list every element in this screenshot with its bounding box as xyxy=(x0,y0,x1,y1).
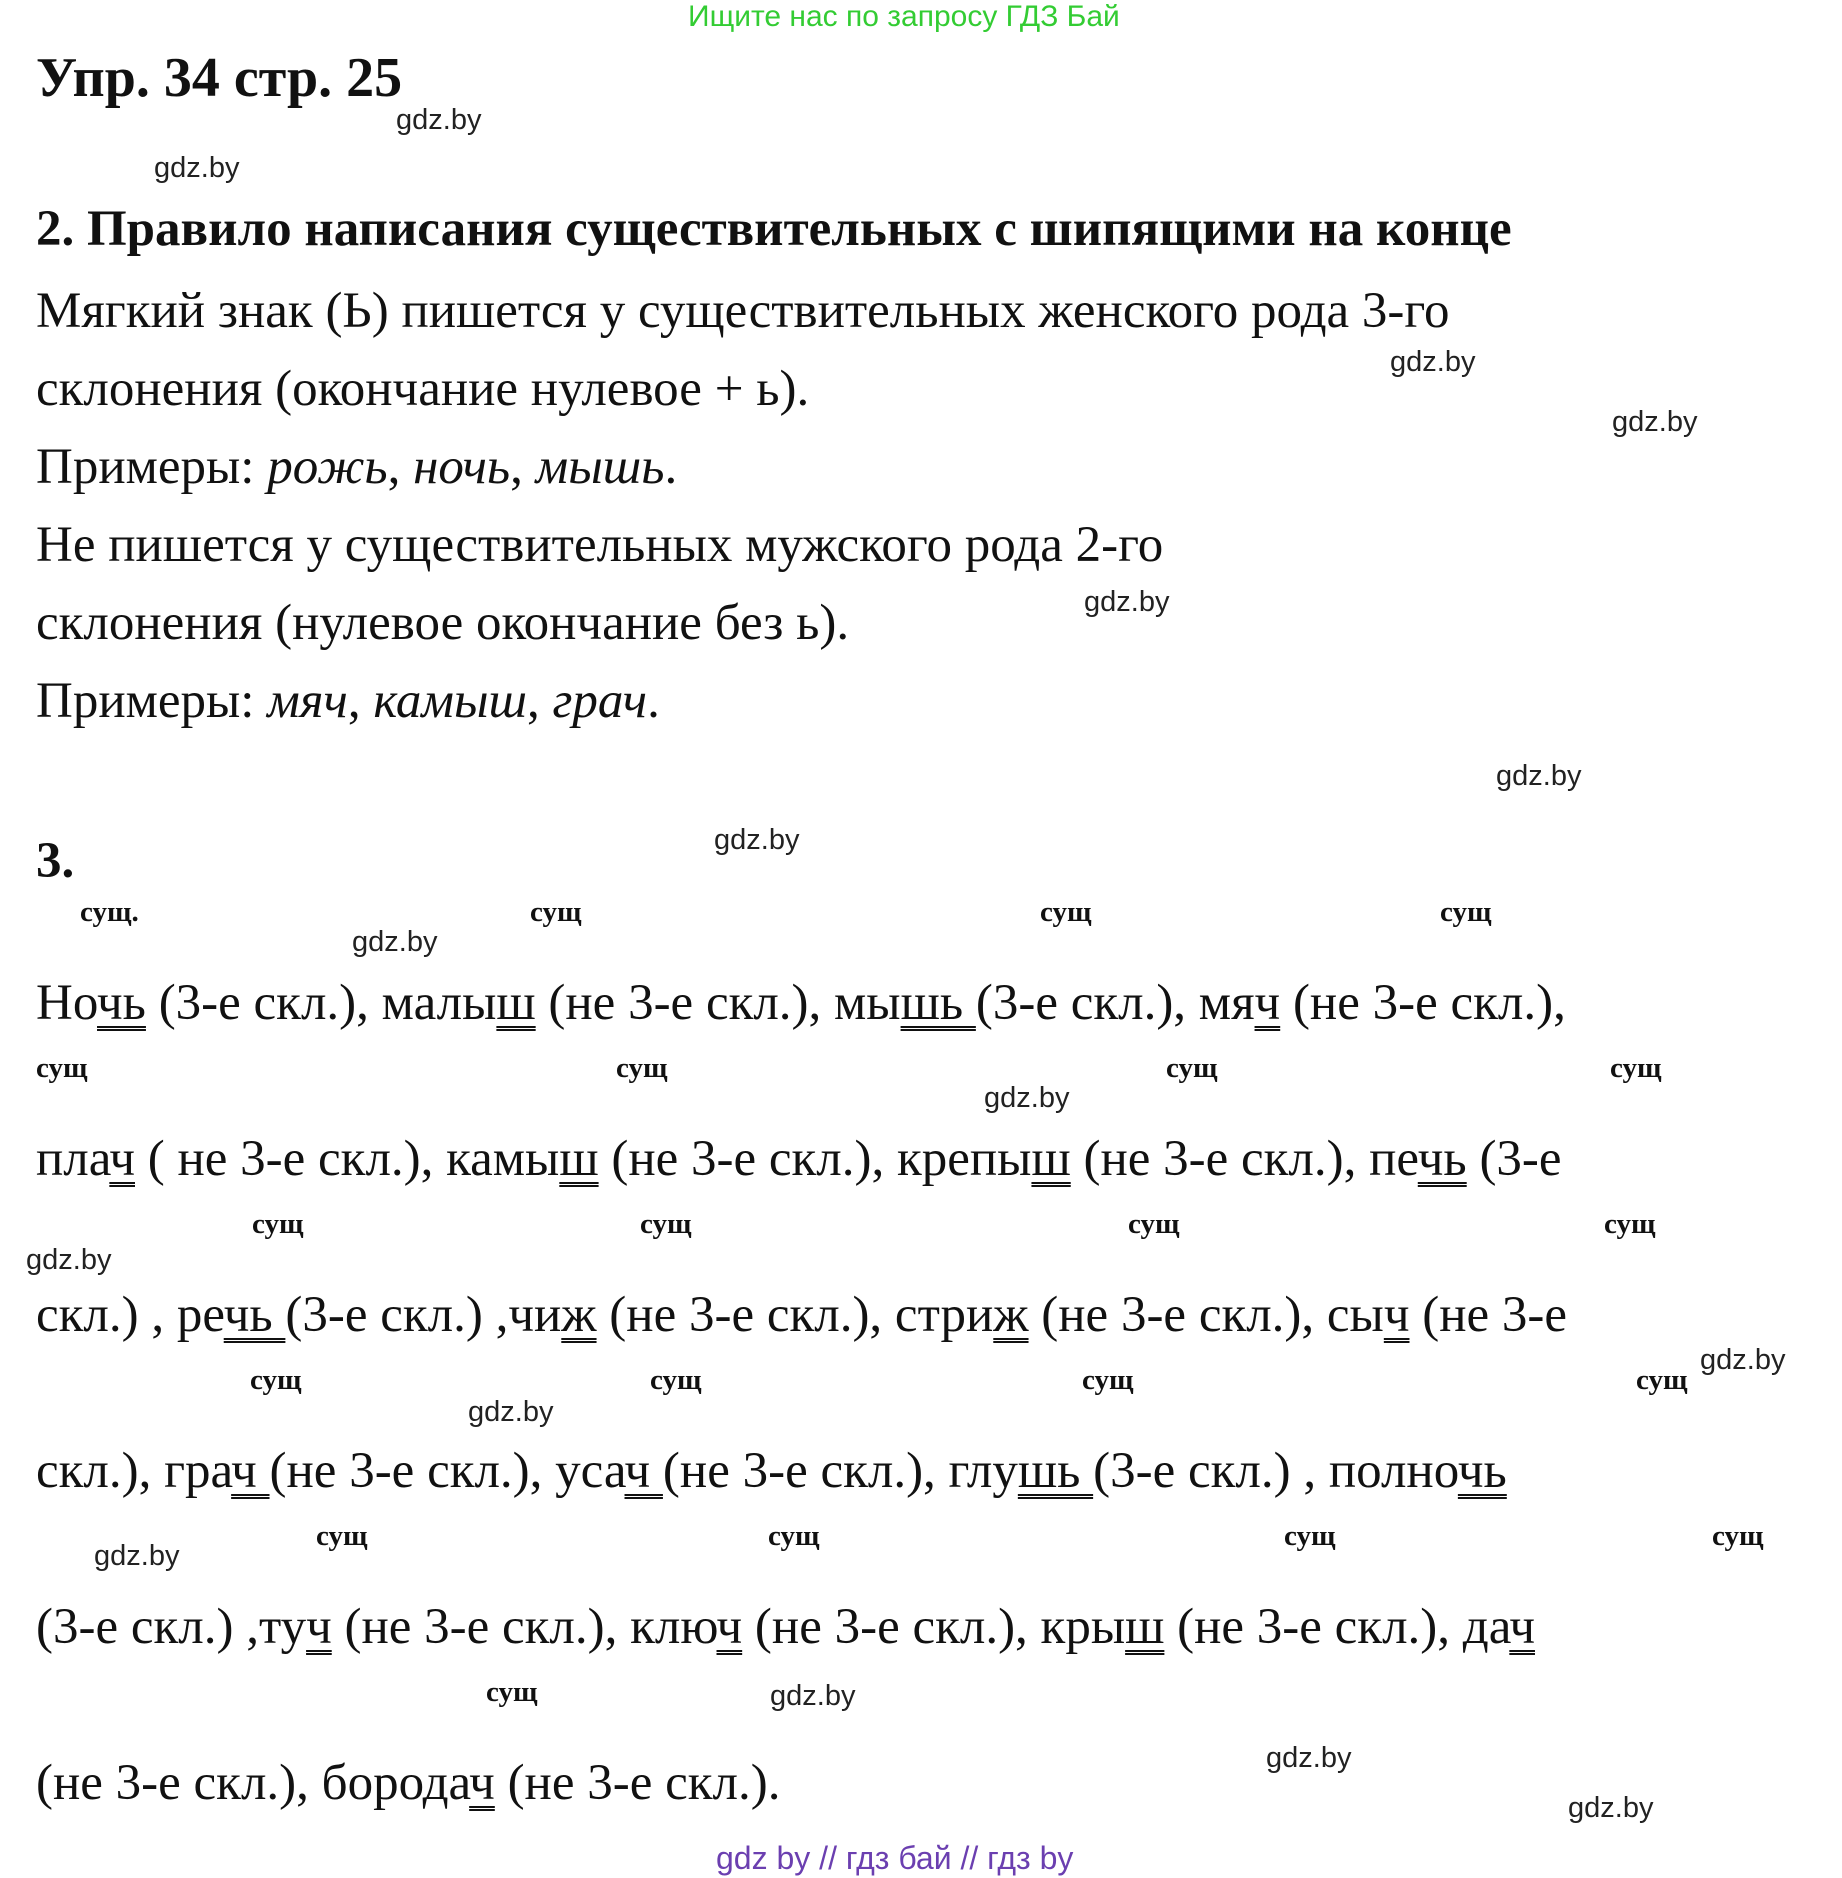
watermark: gdz.by xyxy=(1084,586,1170,618)
exercise-text: Но xyxy=(36,975,98,1031)
exercise-line xyxy=(36,1286,1567,1344)
pos-tag: сущ xyxy=(1082,1364,1134,1396)
top-banner: Ищите нас по запросу ГДЗ Бай xyxy=(688,0,1120,33)
pos-tag: сущ xyxy=(1284,1520,1336,1552)
exercise-text: (не 3-е скл.), кры xyxy=(742,1599,1126,1655)
exercise-text: (не 3-е скл.), xyxy=(1280,975,1566,1031)
section-3-number: 3. xyxy=(36,833,75,889)
watermark: gdz.by xyxy=(468,1396,554,1428)
watermark: gdz.by xyxy=(770,1680,856,1712)
watermark: gdz.by xyxy=(154,152,240,184)
exercise-text: (не 3-е скл.), крепы xyxy=(598,1131,1032,1187)
pos-tag: сущ xyxy=(1440,896,1492,928)
exercise-text: (3-е скл.) ,ту xyxy=(36,1599,307,1655)
examples-line-1: Примеры: рожь, ночь, мышь. xyxy=(36,439,678,495)
example-word: грач xyxy=(552,673,648,729)
example-word: камыш xyxy=(373,673,527,729)
exercise-text: (не 3-е скл.), уса xyxy=(269,1443,625,1499)
section-2-heading: 2. Правило написания существительных с шипящими на конце xyxy=(36,201,1512,257)
rule-line-3: Не пишется у существительных мужского рода 2-го xyxy=(36,517,1164,573)
rule-line-2: склонения (окончание нулевое + ь). xyxy=(36,361,810,417)
page-title: Упр. 34 стр. 25 xyxy=(36,47,403,109)
pos-tag: сущ xyxy=(252,1208,304,1240)
pos-tag: сущ xyxy=(650,1364,702,1396)
underlined-ending: ж xyxy=(561,1287,597,1343)
exercise-text: (не 3-е скл.), пе xyxy=(1070,1131,1418,1187)
underlined-ending: ч xyxy=(1509,1599,1535,1655)
watermark: gdz.by xyxy=(714,824,800,856)
watermark: gdz.by xyxy=(1700,1344,1786,1376)
example-word: рожь xyxy=(267,439,388,495)
pos-tag: сущ xyxy=(640,1208,692,1240)
pos-tag: сущ xyxy=(36,1052,88,1084)
exercise-text: (не 3-е скл.), стри xyxy=(596,1287,994,1343)
example-word: ночь xyxy=(413,439,511,495)
exercise-text: (3-е скл.) ,чи xyxy=(285,1287,562,1343)
rule-line-4: склонения (нулевое окончание без ь). xyxy=(36,595,850,651)
exercise-line xyxy=(36,1130,1562,1188)
exercise-text: пла xyxy=(36,1131,110,1187)
examples-label: Примеры: xyxy=(36,673,268,729)
exercise-text: (не 3-е скл.). xyxy=(494,1755,781,1811)
watermark: gdz.by xyxy=(352,926,438,958)
watermark: gdz.by xyxy=(984,1082,1070,1114)
underlined-ending: шь xyxy=(1017,1443,1094,1499)
pos-tag: сущ xyxy=(250,1364,302,1396)
pos-tag: сущ xyxy=(1636,1364,1688,1396)
pos-tag: сущ xyxy=(486,1676,538,1708)
exercise-text: (3-е скл.) , полно xyxy=(1093,1443,1458,1499)
examples-label: Примеры: xyxy=(36,439,268,495)
underlined-ending: ш xyxy=(1031,1131,1071,1187)
pos-tag: сущ xyxy=(1128,1208,1180,1240)
underlined-ending: ч xyxy=(109,1131,135,1187)
underlined-ending: ч xyxy=(624,1443,663,1499)
underlined-ending: ч xyxy=(469,1755,495,1811)
underlined-ending: ч xyxy=(716,1599,743,1655)
underlined-ending: ш xyxy=(559,1131,599,1187)
watermark: gdz.by xyxy=(396,104,482,136)
exercise-line xyxy=(36,1442,1507,1500)
pos-tag: сущ xyxy=(1166,1052,1218,1084)
underlined-ending: ч xyxy=(1383,1287,1410,1343)
pos-tag: сущ xyxy=(1040,896,1092,928)
exercise-text: скл.) , ре xyxy=(36,1287,224,1343)
underlined-ending: ч xyxy=(231,1443,270,1499)
underlined-ending: чь xyxy=(1457,1443,1507,1499)
watermark: gdz.by xyxy=(1612,406,1698,438)
example-word: мышь xyxy=(535,439,665,495)
watermark: gdz.by xyxy=(1266,1742,1352,1774)
pos-tag: сущ. xyxy=(80,896,139,928)
underlined-ending: чь xyxy=(1417,1131,1467,1187)
exercise-text: (не 3-е скл.), да xyxy=(1164,1599,1510,1655)
exercise-line xyxy=(36,1598,1535,1656)
exercise-text: (не 3-е xyxy=(1409,1287,1568,1343)
pos-tag: сущ xyxy=(316,1520,368,1552)
underlined-ending: ш xyxy=(496,975,536,1031)
example-word: мяч xyxy=(267,673,348,729)
examples-line-2: Примеры: мяч, камыш, грач. xyxy=(36,673,660,729)
underlined-ending: ш xyxy=(1125,1599,1165,1655)
exercise-text: (не 3-е скл.), сы xyxy=(1028,1287,1384,1343)
exercise-line xyxy=(36,1754,780,1812)
underlined-ending: ч xyxy=(306,1599,332,1655)
underlined-ending: шь xyxy=(900,975,976,1031)
exercise-text: (3-е скл.), малы xyxy=(145,975,497,1031)
watermark: gdz.by xyxy=(1568,1792,1654,1824)
pos-tag: сущ xyxy=(1712,1520,1764,1552)
pos-tag: сущ xyxy=(768,1520,820,1552)
exercise-text: (3-е скл.), мя xyxy=(975,975,1255,1031)
exercise-text: (не 3-е скл.), глу xyxy=(662,1443,1018,1499)
underlined-ending: чь xyxy=(223,1287,286,1343)
exercise-text: скл.), гра xyxy=(36,1443,232,1499)
exercise-text: ( не 3-е скл.), камы xyxy=(135,1131,560,1187)
exercise-text: (не 3-е скл.), клю xyxy=(331,1599,717,1655)
underlined-ending: чь xyxy=(97,975,146,1031)
pos-tag: сущ xyxy=(1610,1052,1662,1084)
pos-tag: сущ xyxy=(1604,1208,1656,1240)
underlined-ending: ч xyxy=(1254,975,1281,1031)
rule-line-1: Мягкий знак (Ь) пишется у существительных женского рода 3-го xyxy=(36,283,1450,339)
exercise-text: (3-е xyxy=(1466,1131,1562,1187)
footer-links: gdz by // гдз бай // гдз by xyxy=(716,1840,1074,1876)
pos-tag: сущ xyxy=(530,896,582,928)
exercise-text: (не 3-е скл.), мы xyxy=(535,975,901,1031)
watermark: gdz.by xyxy=(1390,346,1476,378)
exercise-line xyxy=(36,974,1566,1032)
pos-tag: сущ xyxy=(616,1052,668,1084)
watermark: gdz.by xyxy=(26,1244,112,1276)
underlined-ending: ж xyxy=(993,1287,1029,1343)
exercise-text: (не 3-е скл.), борода xyxy=(36,1755,470,1811)
watermark: gdz.by xyxy=(94,1540,180,1572)
watermark: gdz.by xyxy=(1496,760,1582,792)
